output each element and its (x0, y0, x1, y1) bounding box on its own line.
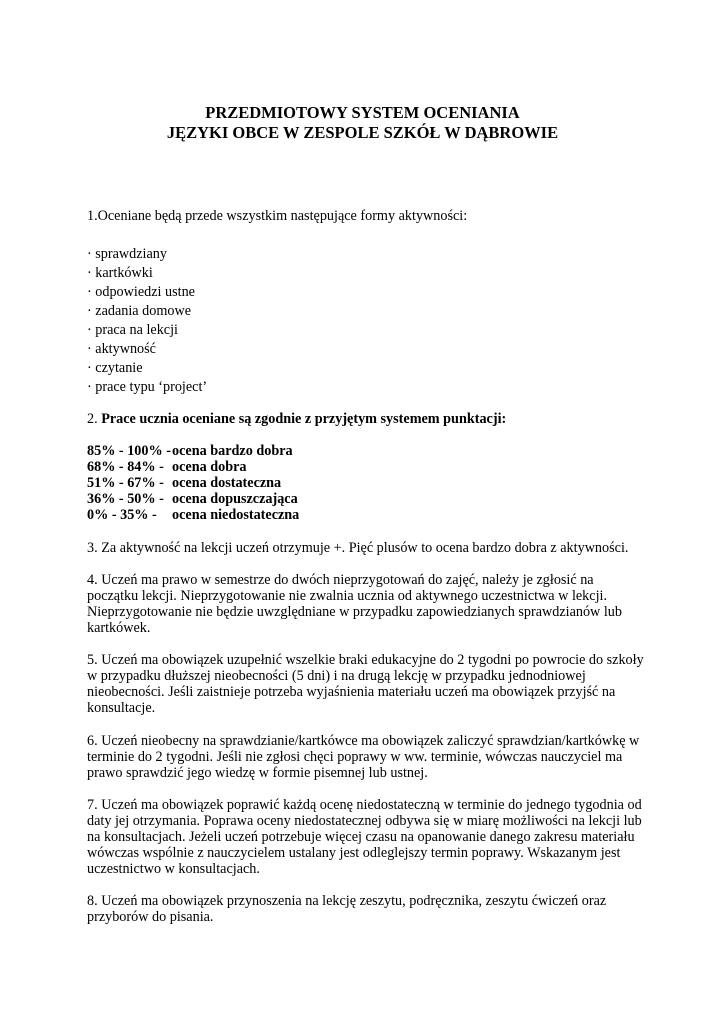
activity-list-item: · sprawdziany (87, 246, 167, 262)
activity-list-item: · kartkówki (87, 265, 153, 281)
section-2-heading (87, 411, 506, 427)
section-7-line: uczestnictwo w konsultacjach. (87, 861, 260, 877)
grade-row (87, 491, 298, 507)
section-5-line: w przypadku dłuższej nieobecności (5 dni) i na drugą lekcję w przypadku jednodniowej (87, 668, 586, 684)
activity-list-item: · czytanie (87, 360, 143, 376)
activity-list-item: · odpowiedzi ustne (87, 284, 195, 300)
grade-range: 68% - 84% - (87, 459, 164, 475)
activity-list-item: · zadania domowe (87, 303, 191, 319)
grade-label: ocena dopuszczająca (172, 491, 298, 507)
grade-row (87, 507, 299, 523)
grade-row (87, 475, 281, 491)
document-title-line-1: PRZEDMIOTOWY SYSTEM OCENIANIA (205, 103, 520, 122)
grade-row (87, 459, 246, 475)
activity-list-item: · aktywność (87, 341, 156, 357)
section-6-line: 6. Uczeń nieobecny na sprawdzianie/kartkówce ma obowiązek zaliczyć sprawdzian/kartkówkę w (87, 733, 640, 749)
section-5-line: konsultacje. (87, 700, 156, 716)
section-4-line: kartkówek. (87, 620, 151, 636)
grade-label: ocena dobra (172, 459, 247, 475)
section-5-line: nieobecności. Jeśli zaistnieje potrzeba wyjaśnienia materiału uczeń ma obowiązek przyjść na (87, 684, 616, 700)
activity-list-item: · praca na lekcji (87, 322, 178, 338)
grade-label: ocena niedostateczna (172, 507, 300, 523)
section-8-line: 8. Uczeń ma obowiązek przynoszenia na lekcję zeszytu, podręcznika, zeszytu ćwiczeń oraz (87, 893, 607, 909)
section-7-line: daty jej otrzymania. Poprawa oceny niedostatecznej odbywa się w miarę możliwości na lekcji lub (87, 813, 642, 829)
section-5-line: 5. Uczeń ma obowiązek uzupełnić wszelkie braki edukacyjne do 2 tygodni po powrocie do szkoły (87, 652, 644, 668)
section-1-heading: 1.Oceniane będą przede wszystkim następujące formy aktywności: (87, 208, 468, 224)
section-6-line: prawo sprawdzić jego wiedzę w formie pisemnej lub ustnej. (87, 765, 428, 781)
section-4-line: 4. Uczeń ma prawo w semestrze do dwóch nieprzygotowań do zajęć, należy je zgłosić na (87, 572, 594, 588)
grade-label: ocena dostateczna (172, 475, 282, 491)
grade-range: 85% - 100% - (87, 443, 171, 459)
section-3-line: 3. Za aktywność na lekcji uczeń otrzymuje +. Pięć plusów to ocena bardzo dobra z aktywności. (87, 540, 629, 556)
section-2-number: 2. (87, 411, 102, 427)
section-6-line: terminie do 2 tygodni. Jeśli nie zgłosi chęci poprawy w ww. terminie, wówczas nauczyciel ma (87, 749, 623, 765)
activity-list-item: · prace typu ‘project’ (87, 379, 208, 395)
section-2-heading-text: Prace ucznia oceniane są zgodnie z przyjętym systemem punktacji: (101, 411, 507, 427)
section-7-line: na konsultacjach. Jeżeli uczeń potrzebuje więcej czasu na opanowanie danego zakresu materiału (87, 829, 635, 845)
section-4-line: początku lekcji. Nieprzygotowanie nie zwalnia ucznia od aktywnego uczestnictwa w lekcji. (87, 588, 608, 604)
grade-range: 0% - 35% - (87, 507, 157, 523)
grade-range: 51% - 67% - (87, 475, 164, 491)
grade-label: ocena bardzo dobra (172, 443, 293, 459)
grade-range: 36% - 50% - (87, 491, 164, 507)
document-title-line-2: JĘZYKI OBCE W ZESPOLE SZKÓŁ W DĄBROWIE (166, 123, 559, 142)
section-7-line: 7. Uczeń ma obowiązek poprawić każdą ocenę niedostateczną w terminie do jednego tygodnia od (87, 797, 642, 813)
section-8-line: przyborów do pisania. (87, 909, 214, 925)
section-7-line: wówczas wspólnie z nauczycielem ustalany jest odleglejszy termin poprawy. Wskazanym jest (87, 845, 621, 861)
grade-row (87, 443, 293, 459)
section-4-line: Nieprzygotowanie nie będzie uwzględniane w przypadku zapowiedzianych sprawdzianów lub (87, 604, 622, 620)
